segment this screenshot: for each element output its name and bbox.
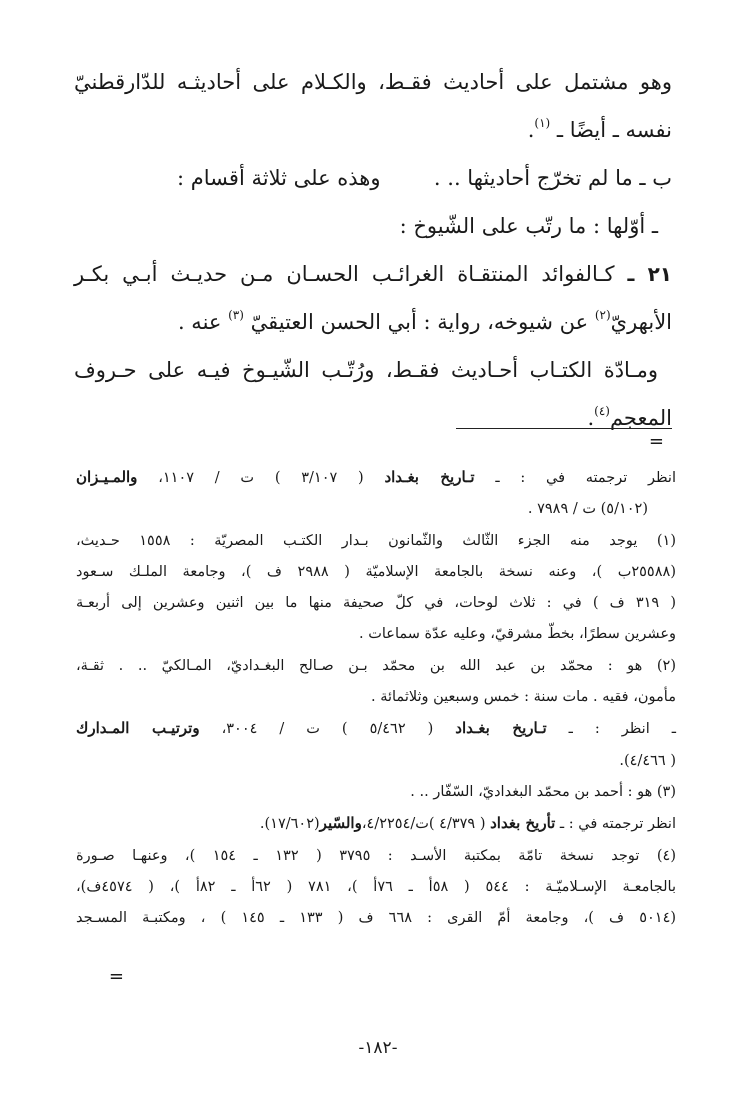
entry-21-abhari: الأبهريّ	[610, 310, 672, 334]
page-number: -١٨٢-	[358, 1038, 398, 1058]
main-line-2	[74, 106, 672, 154]
fn-3-siyar: والسّير	[319, 814, 362, 833]
material-line-2-end: .	[587, 406, 595, 430]
fn-2-line-2	[76, 682, 676, 713]
material-line-1-text: ومـادّة الكتـاب أحـاديث فقـط، ورُتّـب الشّيـوخ فيـه على حـروف	[74, 358, 658, 382]
fn-2-line-4-text: ( ٤/٤٦٦).	[619, 752, 676, 769]
fn-1-line-3	[76, 588, 676, 619]
footnote-ref-4[interactable]: (٤)	[594, 404, 610, 418]
fn-2-line-3	[76, 713, 676, 745]
fn-cont-tarikh: تـاريخ بغـداد	[384, 468, 475, 486]
fn-2-tarikh: تـاريخ بغـداد	[455, 719, 547, 738]
fn-4-line-1	[76, 841, 676, 872]
footnote-ref-3[interactable]: (٣)	[228, 308, 244, 322]
fn-3-tarikh: تأريخ بغداد	[490, 814, 556, 833]
fn-4-line-1-text: (٤) توجد نسخة تامّة بمكتبة الأسـد : ٣٧٩٥ ( ١٣٢ ـ ١٥٤ )، وعنهـا صـورة	[76, 847, 676, 864]
entry-21-line-1	[74, 250, 672, 298]
fn-4-line-3-text: (٥٠١٤ ف )، وجامعة أمّ القرى : ٦٦٨ ف ( ١٣٣ ـ ١٤٥ ) ، ومكتبـة المسـجد	[76, 910, 677, 927]
fn-2-line-1	[76, 651, 676, 682]
continuation-mark-bottom: =	[108, 966, 124, 987]
fn-3-line-2	[76, 808, 676, 840]
continuation-mark-top: =	[648, 431, 664, 452]
fn-1-line-1-text: (١) يوجد منه الجزء الثّالث والثّمانون بـدار الكتـب المصريّة : ١٥٥٨ حـديث،	[76, 532, 676, 549]
fn-3-line-1	[76, 777, 676, 808]
material-line-1	[74, 346, 672, 394]
fn-1-line-4	[76, 619, 676, 650]
fn-4-line-2-text: بالجامعـة الإسـلاميّـة : ٥٤٤ ( ٥٨أ ـ ٧٦أ )، ٧٨١ ( ٦٢أ ـ ٨٢أ )، ( ٤٥٧٤ف)،	[76, 878, 676, 895]
footnote-separator	[456, 428, 672, 429]
fn-cont-line-2	[76, 494, 676, 525]
fn-cont-ref: ( ٣/١٠٧ ) ت / ١١٠٧،	[137, 470, 385, 486]
main-line-2-text: نفسه ـ أيضًا ـ	[556, 118, 672, 142]
fn-3-siyar-ref: (١٧/٦٠٢).	[259, 816, 320, 833]
fn-cont-prefix: انظر ترجمته في : ـ	[474, 470, 676, 486]
footnote-ref-1[interactable]: (١)	[534, 116, 551, 130]
fn-4-line-3	[76, 903, 676, 934]
fn-3-ref: ( ٤/٣٧٩ )ت/٤/٢٢٥٤،	[361, 816, 491, 833]
fn-2-prefix: ـ انظر : ـ	[546, 721, 676, 738]
main-line-2-end: .	[527, 118, 535, 142]
entry-21-line-2-end: عنه .	[177, 310, 229, 334]
fn-cont-mizan: والمـيـزان	[76, 468, 138, 486]
main-text	[74, 58, 672, 442]
footnote-ref-2[interactable]: (٢)	[594, 308, 611, 322]
first-part-text: ـ أوّلها : ما رتّب على الشّيوخ :	[399, 214, 658, 238]
fn-2-line-2-text: مأمون، فقيه . مات سنة : خمس وسبعين وثلاثمائة .	[370, 689, 676, 706]
fn-3-prefix: انظر ترجمته في : ـ	[555, 816, 676, 833]
fn-2-line-4	[76, 746, 676, 777]
fn-4-line-2	[76, 872, 676, 903]
main-line-1	[74, 58, 672, 106]
entry-21-line-2	[74, 298, 672, 346]
fn-1-line-2-text: (٢٥٥٨٨ب )، وعنه نسخة بالجامعة الإسلاميّة ( ٢٩٨٨ ف )، وجامعة الملـك سـعود	[76, 563, 676, 580]
first-part-heading	[74, 202, 672, 250]
fn-1-line-3-text: ( ٣١٩ ف ) في : ثلاث لوحات، في كلّ صحيفة منها ما بين اثنين وعشرين إلى أربعـة	[76, 595, 676, 612]
fn-cont-line-1	[76, 462, 676, 494]
fn-cont-line-2-text: (٥/١٠٢) ت / ٧٩٨٩ .	[527, 501, 648, 518]
fn-1-line-4-text: وعشرين سطرًا، بخطّ مشرقيّ، وعليه عدّة سماعات .	[359, 626, 676, 643]
entry-21-line-1-text: كـالفوائد المنتقـاة الغرائـب الحسـان مـن حديـث أبـي بكـر	[74, 262, 615, 286]
section-b-heading	[74, 154, 672, 202]
fn-2-ref: ( ٥/٤٦٢ ) ت / ٣٠٠٤،	[199, 721, 456, 738]
material-line-2	[74, 394, 672, 442]
fn-2-madarik: وترتيـب المـدارك	[76, 719, 200, 738]
footnotes	[76, 462, 676, 934]
section-b-text: ب ـ ما لم تخرّج أحاديثها .. . وهذه على ثلاثة أقسام :	[177, 166, 672, 190]
fn-1-line-1	[76, 526, 676, 557]
fn-2-line-1-text: (٢) هو : محمّد بن عبد الله بن محمّد بـن صـالح البغـداديّ، المـالكيّ .. . ثقـة،	[76, 657, 676, 674]
material-line-2-text: المعجم	[609, 406, 672, 430]
entry-number: ٢١ ـ	[627, 262, 672, 286]
fn-1-line-2	[76, 557, 676, 588]
main-line-1-text: وهو مشتمل على أحاديث فقـط، والكـلام على أحاديثـه للدّارقطنيّ	[74, 70, 672, 94]
entry-21-line-2-text: عن شيوخه، رواية : أبي الحسن العتيقيّ	[243, 310, 595, 334]
fn-3-line-1-text: (٣) هو : أحمد بن محمّد البغداديّ، السّفّار .. .	[410, 783, 676, 800]
